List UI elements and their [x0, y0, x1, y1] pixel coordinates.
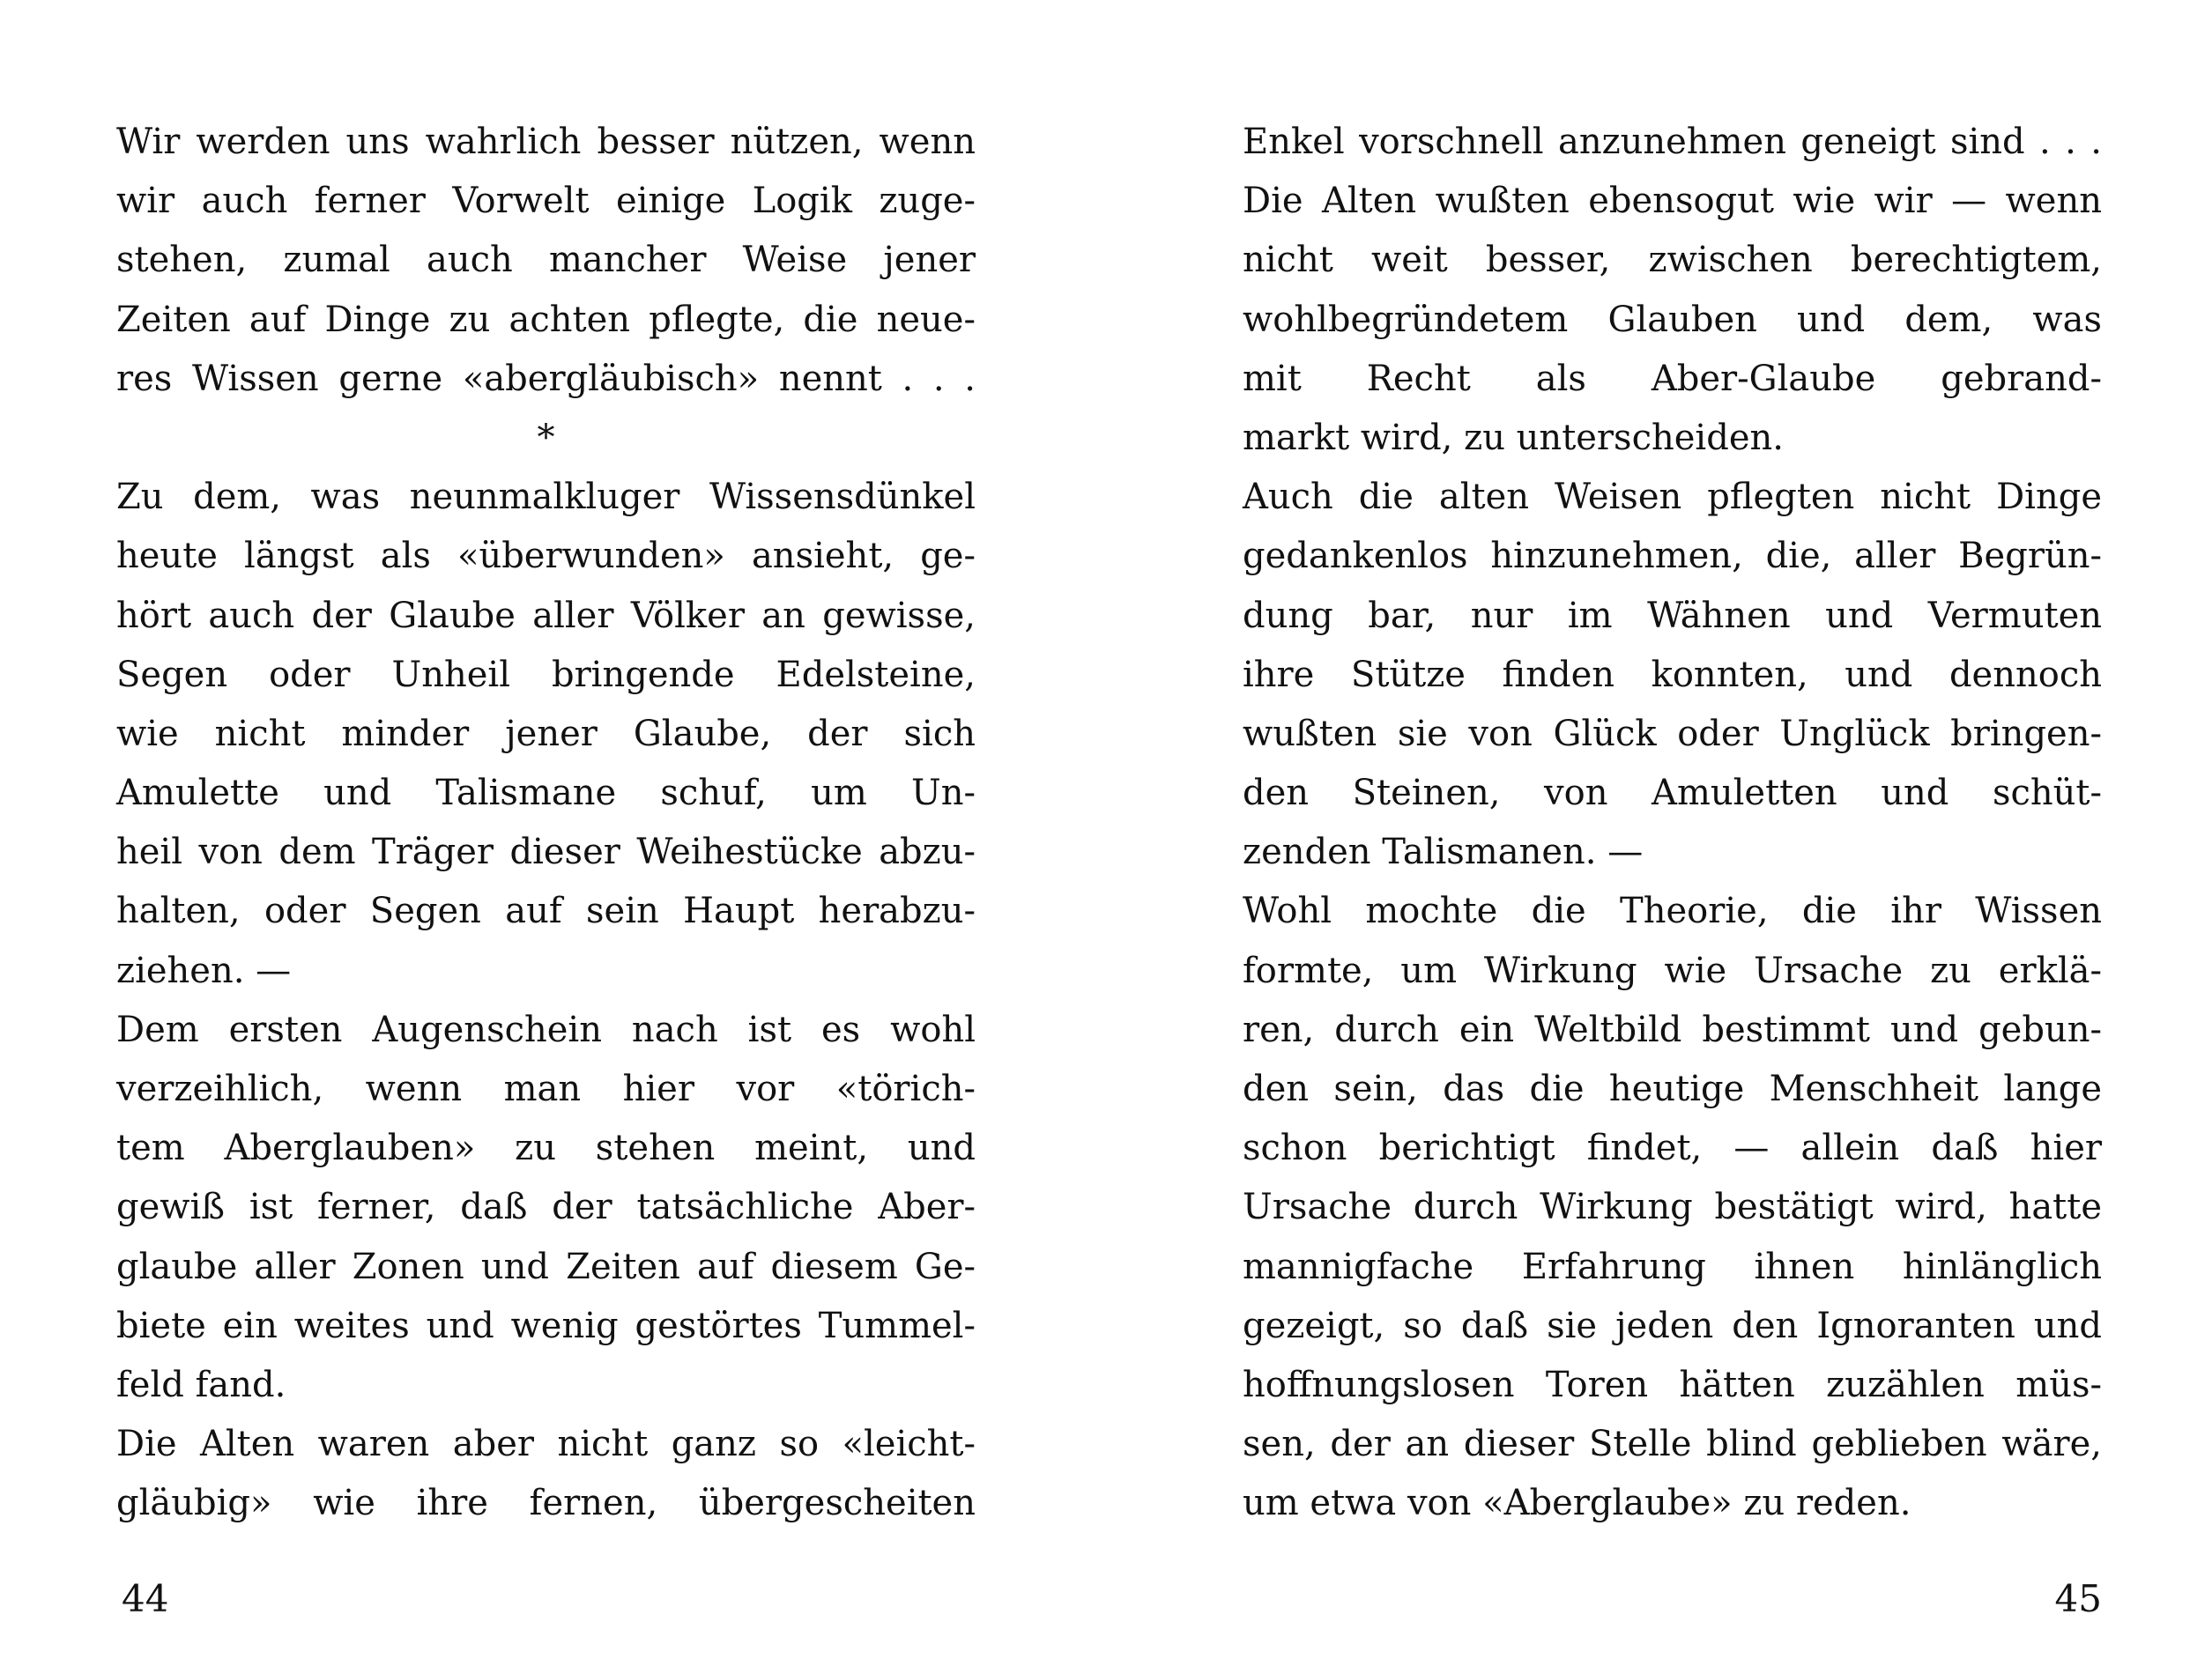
text-line: Enkel vorschnell anzunehmen geneigt sind . . . — [1243, 122, 2102, 162]
text-line: gezeigt, so daß sie jeden den Ignoranten und — [1243, 1305, 2102, 1346]
text-line: nicht weit besser, zwischen berechtigtem, — [1243, 240, 2102, 281]
text-line: gewiß ist ferner, daß der tatsächliche Aber- — [116, 1187, 976, 1228]
text-line: gedankenlos hinzunehmen, die, aller Begrün- — [1243, 536, 2102, 577]
text-line: res Wissen gerne «abergläubisch» nennt . . . — [116, 358, 976, 399]
section-divider-asterisk: * — [537, 417, 555, 458]
text-line: biete ein weites und wenig gestörtes Tummel- — [116, 1305, 976, 1346]
text-line: mit Recht als Aber-Glaube gebrand- — [1243, 358, 2102, 399]
page-number-right: 45 — [2054, 1577, 2102, 1620]
text-line: wir auch ferner Vorwelt einige Logik zuge- — [116, 181, 976, 222]
text-line: verzeihlich, wenn man hier vor «törich- — [116, 1069, 976, 1109]
right-page — [1106, 0, 2212, 1674]
text-line: markt wird, zu unterscheiden. — [1243, 417, 1784, 458]
text-line: Amulette und Talismane schuf, um Un- — [116, 773, 976, 814]
page-number-left: 44 — [122, 1577, 169, 1620]
text-line: Zu dem, was neunmalkluger Wissensdünkel — [116, 477, 976, 518]
text-line: sen, der an dieser Stelle blind geblieben wäre, — [1243, 1424, 2102, 1465]
text-line: Die Alten waren aber nicht ganz so «leicht- — [116, 1424, 976, 1465]
text-line: mannigfache Erfahrung ihnen hinlänglich — [1243, 1246, 2102, 1287]
text-line: dung bar, nur im Wähnen und Vermuten — [1243, 595, 2102, 636]
text-line: gläubig» wie ihre fernen, übergescheiten — [116, 1483, 976, 1524]
text-line: den sein, das die heutige Menschheit lange — [1243, 1069, 2102, 1109]
text-line: ziehen. — — [116, 950, 292, 991]
text-line: zenden Talismanen. — — [1243, 832, 1644, 873]
text-line: wie nicht minder jener Glaube, der sich — [116, 713, 976, 754]
text-line: ren, durch ein Weltbild bestimmt und gebun- — [1243, 1009, 2102, 1050]
text-line: formte, um Wirkung wie Ursache zu erklä- — [1243, 950, 2102, 991]
text-line: wußten sie von Glück oder Unglück bringen- — [1243, 713, 2102, 754]
text-line: heil von dem Träger dieser Weihestücke abzu- — [116, 832, 976, 873]
text-line: stehen, zumal auch mancher Weise jener — [116, 240, 976, 281]
text-line: Die Alten wußten ebensogut wie wir — wenn — [1243, 181, 2102, 222]
text-line: heute längst als «überwunden» ansieht, ge- — [116, 536, 976, 577]
text-line: Segen oder Unheil bringende Edelsteine, — [116, 654, 976, 695]
left-text-column — [116, 113, 976, 1534]
text-line: hört auch der Glaube aller Völker an gewisse, — [116, 595, 976, 636]
text-line: tem Aberglauben» zu stehen meint, und — [116, 1128, 976, 1169]
text-line: Dem ersten Augenschein nach ist es wohl — [116, 1009, 976, 1050]
text-line: um etwa von «Aberglaube» zu reden. — [1243, 1483, 1911, 1524]
text-line: ihre Stütze finden konnten, und dennoch — [1243, 654, 2102, 695]
text-line: Wohl mochte die Theorie, die ihr Wissen — [1243, 891, 2102, 932]
text-line: Zeiten auf Dinge zu achten pflegte, die neue- — [116, 299, 976, 340]
text-line: hoffnungslosen Toren hätten zuzählen müs- — [1243, 1364, 2102, 1405]
text-line: glaube aller Zonen und Zeiten auf diesem Ge- — [116, 1246, 976, 1287]
text-line: schon berichtigt findet, — allein daß hier — [1243, 1128, 2102, 1169]
text-line: Ursache durch Wirkung bestätigt wird, hatte — [1243, 1187, 2102, 1228]
text-line: Auch die alten Weisen pflegten nicht Dinge — [1243, 477, 2102, 518]
text-line: feld fand. — [116, 1364, 286, 1405]
text-line: halten, oder Segen auf sein Haupt herabzu- — [116, 891, 976, 932]
text-line: wohlbegründetem Glauben und dem, was — [1243, 299, 2102, 340]
text-line: den Steinen, von Amuletten und schüt- — [1243, 773, 2102, 814]
right-text-column — [1243, 113, 2102, 1534]
text-line: Wir werden uns wahrlich besser nützen, wenn — [116, 122, 976, 162]
